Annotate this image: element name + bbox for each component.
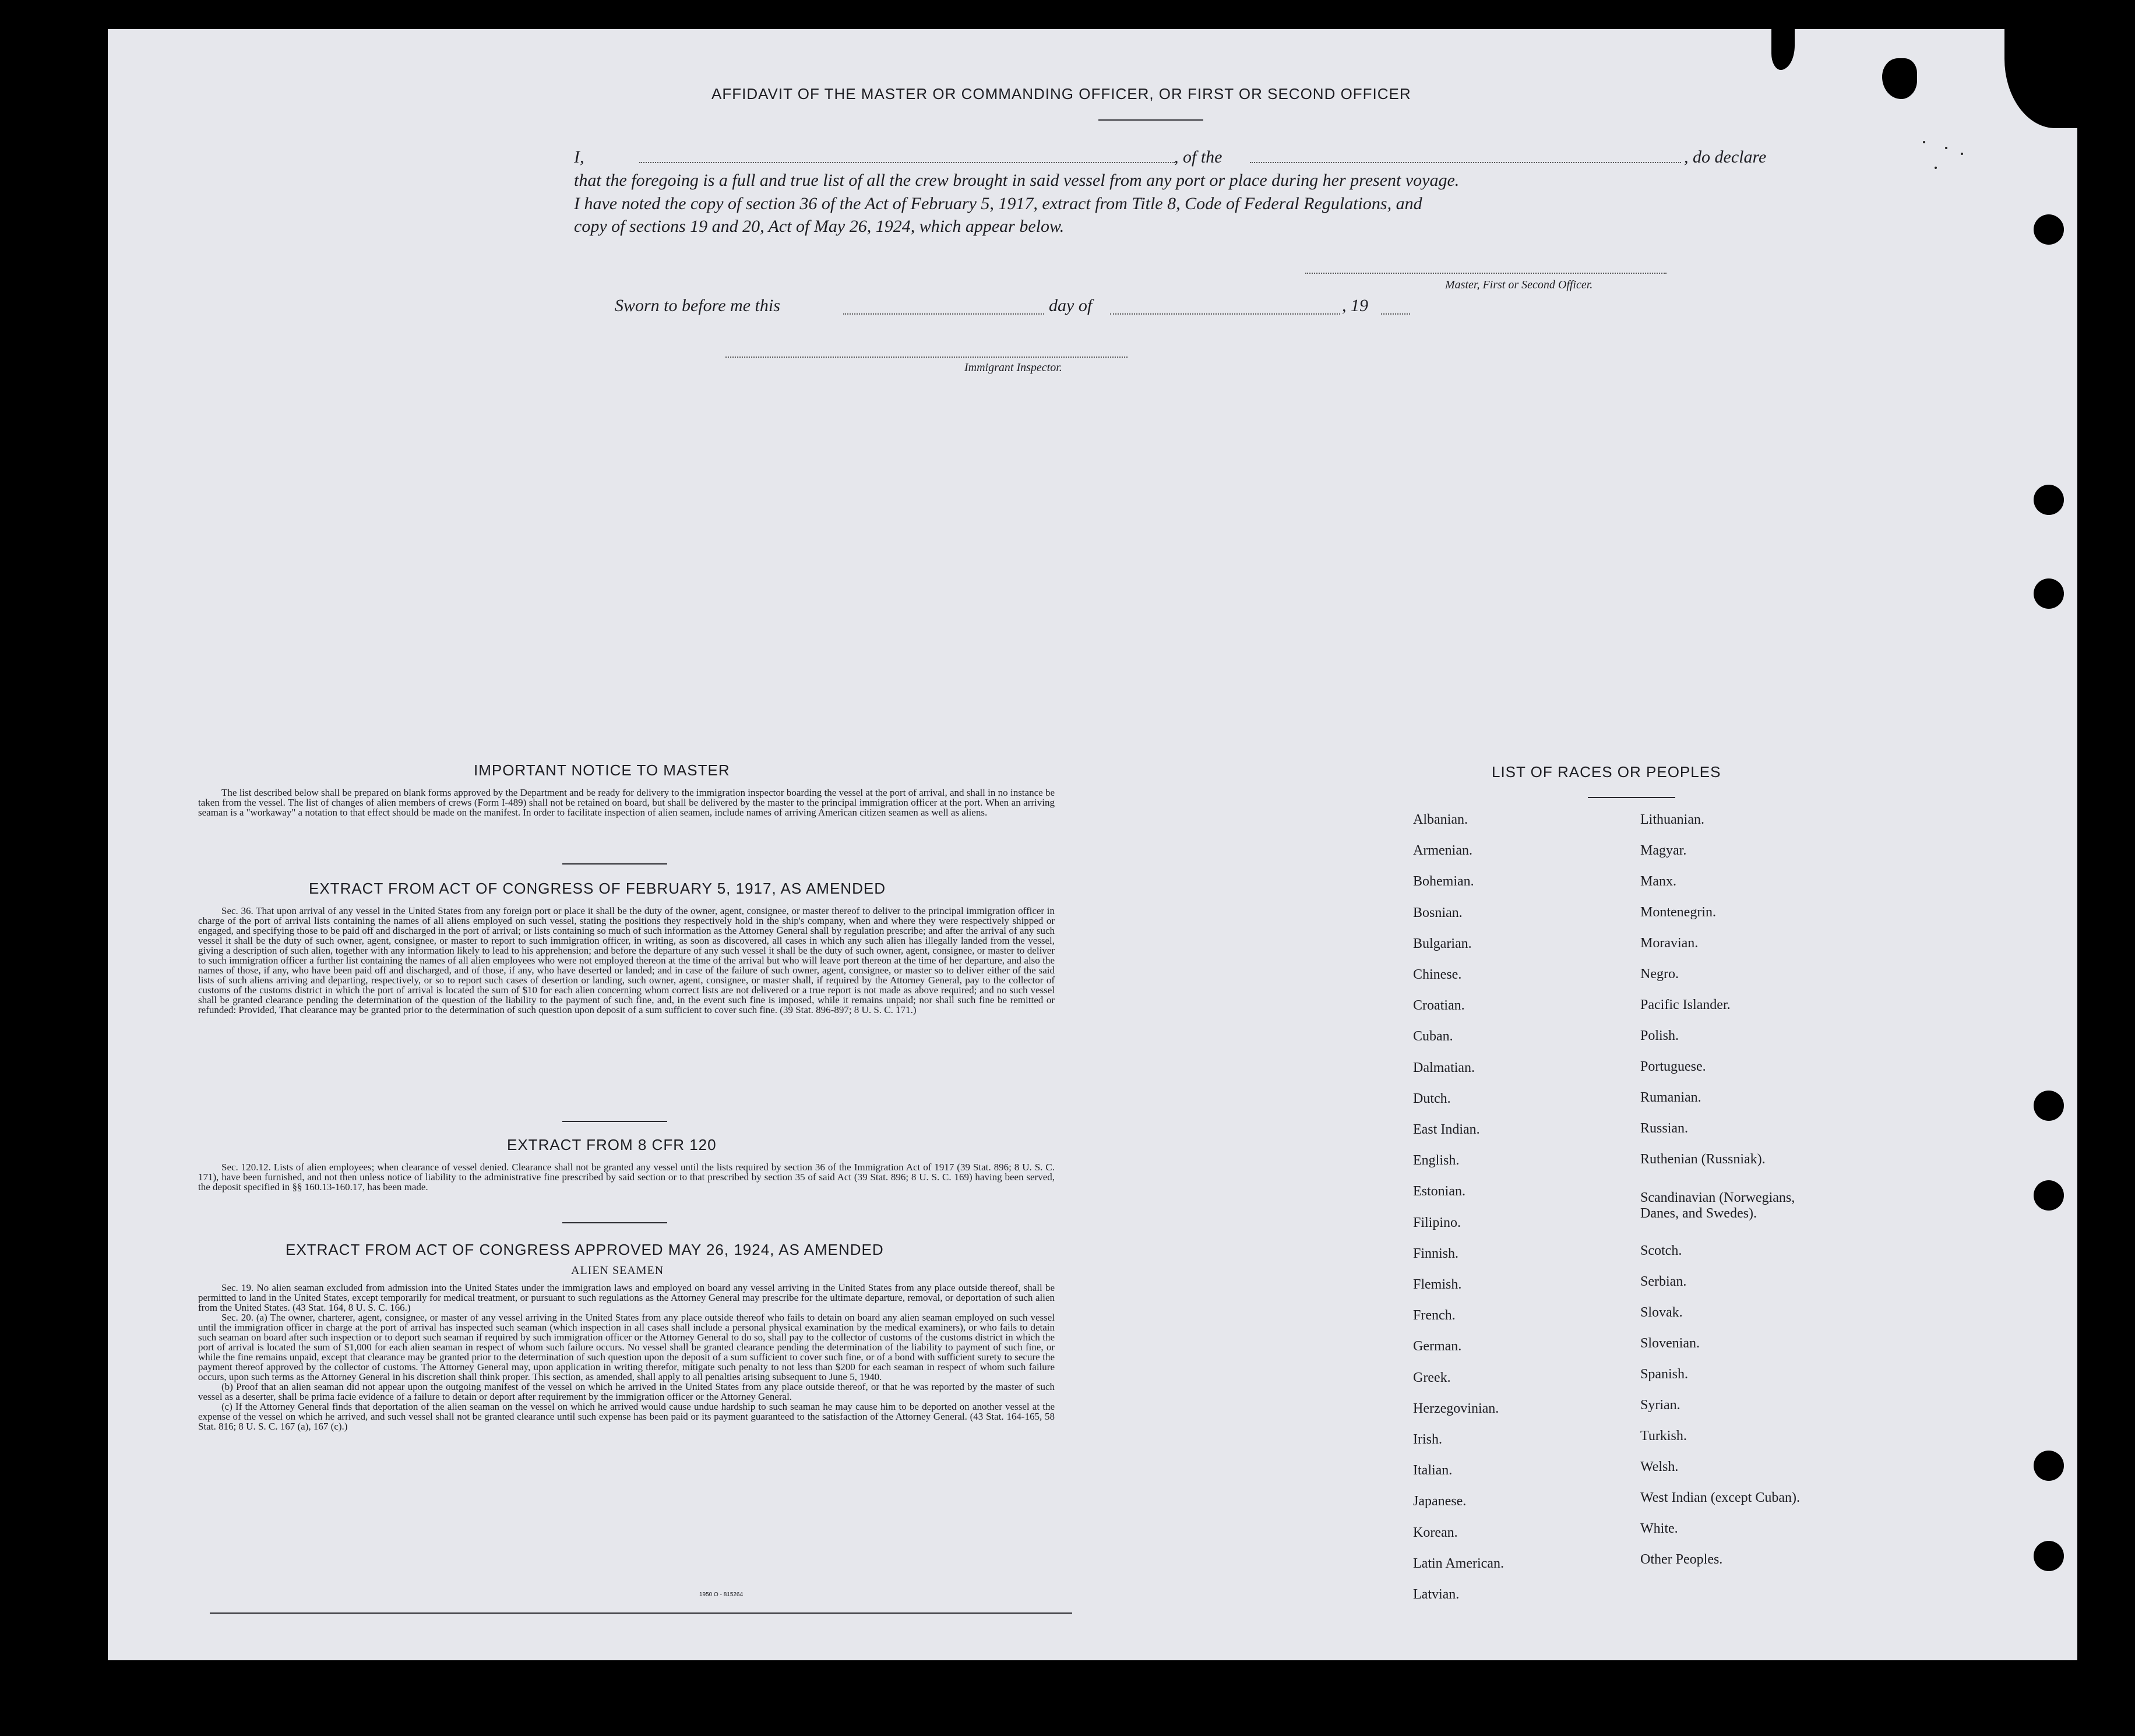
race-item: Montenegrin. [1640, 905, 1716, 920]
notice-text [198, 788, 1055, 817]
race-item: Flemish. [1413, 1277, 1462, 1292]
affidavit-title-rule [1098, 119, 1203, 121]
speck [1923, 141, 1925, 143]
race-item: Dutch. [1413, 1091, 1451, 1106]
day-of-label: day of [1049, 296, 1093, 315]
race-item: Italian. [1413, 1463, 1453, 1479]
cfr-title: EXTRACT FROM 8 CFR 120 [507, 1136, 717, 1153]
race-item: Chinese. [1413, 967, 1462, 982]
sec20a-paragraph: Sec. 20. (a) The owner, charterer, agent, consignee, or master of any vessel arriving in the United States from any place outside thereof who fails to detain on board any alien seaman employed on such vessel until the immigration officer in charge at the port of arrival has inspected such seaman (which inspection in all cases shall include a personal physical examination by the medical examiners), or who fails to detain such seaman on board after such inspection or to deport such seaman if required by such immigration officer or the Attorney General to do so, shall pay to the collector of customs of the customs district in which the port of arrival is located the sum of $1,000 for each alien seaman in respect of whom such failure occurs. No vessel shall be granted clearance pending the determination of the liability to payment of such fine, or while the fine remains unpaid, except that clearance may be granted prior to the determination of such question upon the deposit of a sum sufficient to cover such fine, or of a bond with sufficient surety to secure the payment thereof approved by the collector of customs. The Attorney General may, upon application in writing therefor, mitigate such penalty to not less than $200 for each seaman in respect of whom such failure occurs, upon such terms as the Attorney General in his discretion shall think proper. This section, as amended, shall apply to all penalties arising subsequent to June 5, 1940. [198, 1312, 1055, 1382]
notice-rule [562, 863, 667, 865]
year-prefix: , 19 [1342, 296, 1368, 315]
race-item: Rumanian. [1640, 1090, 1701, 1105]
notice-title: IMPORTANT NOTICE TO MASTER [474, 761, 730, 779]
vessel-blank[interactable] [1250, 162, 1681, 163]
sec20c-paragraph: (c) If the Attorney General finds that deportation of the alien seaman on the vessel on which he arrived would cause undue hardship to such seaman he may cause him to be deported on another vessel at the expense of the vessel on which he arrived, and such vessel shall not be granted clearance until such expense has been paid or its payment guaranteed to the satisfaction of the Attorney General. (43 Stat. 164-165, 58 Stat. 816; 8 U. S. C. 167 (a), 167 (c).) [198, 1401, 1055, 1432]
race-item: Irish. [1413, 1432, 1442, 1447]
speck [1945, 147, 1947, 149]
binder-hole [2034, 1180, 2064, 1211]
race-item: Portuguese. [1640, 1059, 1706, 1074]
extract-1917-text [198, 906, 1055, 1015]
bottom-rule [210, 1612, 1072, 1614]
form-page [108, 29, 2077, 1660]
alien-seamen-subtitle: ALIEN SEAMEN [571, 1264, 664, 1277]
affidavit-line-3: I have noted the copy of section 36 of the Act of February 5, 1917, extract from Title 8, Code of Federal Regulations, and [574, 194, 1422, 213]
race-item: Negro. [1640, 966, 1679, 982]
race-item: Bohemian. [1413, 874, 1474, 890]
speck [1935, 167, 1937, 169]
race-item: Manx. [1640, 874, 1676, 889]
race-item: Turkish. [1640, 1428, 1687, 1444]
race-item: Syrian. [1640, 1398, 1680, 1413]
race-item: German. [1413, 1339, 1462, 1354]
affidavit-of-the: , of the [1174, 147, 1222, 167]
sec120-paragraph: Sec. 120.12. Lists of alien employees; when clearance of vessel denied. Clearance shall not be granted any vessel until the lists required by section 36 of the Immigration Act of 1917 (39 Stat. 896; 8 U. S. C. 171), have been furnished, and not then unless notice of liability to the administrative fine prescribed by said section or to that prescribed by section 35 of said Act (39 Stat. 896; 8 U. S. C. 169) having been served, the deposit specified in §§ 160.13-160.17, has been made. [198, 1162, 1055, 1192]
sworn-month-blank[interactable] [1110, 313, 1340, 315]
races-title-rule [1588, 797, 1675, 798]
race-item: White. [1640, 1521, 1678, 1536]
binder-hole [2034, 214, 2064, 245]
extract-1924-title: EXTRACT FROM ACT OF CONGRESS APPROVED MAY 26, 1924, AS AMENDED [286, 1241, 884, 1258]
inspector-signature-line[interactable] [725, 357, 1128, 358]
race-item: Magyar. [1640, 843, 1687, 858]
race-item: Bosnian. [1413, 905, 1463, 920]
race-item: Bulgarian. [1413, 936, 1472, 951]
race-item: English. [1413, 1153, 1460, 1169]
race-item: Japanese. [1413, 1494, 1467, 1509]
speck [1961, 153, 1963, 155]
affidavit-declare: , do declare [1684, 147, 1767, 167]
race-item: Latvian. [1413, 1587, 1460, 1602]
race-item: Slovak. [1640, 1305, 1683, 1320]
race-item: Korean. [1413, 1525, 1458, 1540]
master-signature-line[interactable] [1305, 273, 1667, 274]
race-item: Filipino. [1413, 1215, 1461, 1230]
race-item: Serbian. [1640, 1274, 1687, 1289]
affidavit-line-i: I, [574, 147, 584, 167]
binder-hole [2034, 578, 2064, 609]
sec36-paragraph: Sec. 36. That upon arrival of any vessel in the United States from any foreign port or place it shall be the duty of the owner, agent, consignee, or master thereof to deliver to the principal immigration officer in charge of the port of arrival lists containing the names of all aliens employed on such vessel, stating the positions they respectively hold in the ship's company, when and where they were respectively shipped or engaged, and specifying those to be paid off and discharged in the port of arrival; or lists containing so much of such information as the Attorney General shall by regulation prescribe; and after the arrival of any such vessel it shall be the duty of such owner, agent, consignee, or master to report to such immigration officer, in writing, as soon as discovered, all cases in which any such alien has illegally landed from the vessel, giving a description of such alien, together with any information likely to lead to his apprehension; and before the departure of any such vessel it shall be the duty of such owner, agent, consignee, or master to deliver to such immigration officer a further list containing the names of all alien employees who were not employed thereon at the time of the arrival but who will leave port thereon at the time of her departure, and also the names of those, if any, who have been paid off and discharged, and of those, if any, who have deserted or landed; and in case of the failure of such owner, agent, consignee, or master so to deliver either of the said lists of such aliens arriving and departing, respectively, or so to report such cases of desertion or landing, such owner, agent, consignee, or master shall, if required by the Attorney General, pay to the collector of customs of the customs district in which the port of arrival is located the sum of $10 for each alien concerning whom correct lists are not delivered or a true report is not made as above required; and no such vessel shall be granted clearance pending the determination of the question of the liability to the payment of such fine, and, in the event such fine is imposed, while it remains unpaid; nor shall such fine be remitted or refunded: Provided, That clearance may be granted prior to the determination of such question upon deposit of a sum sufficient to cover such fine. (39 Stat. 896-897; 8 U. S. C. 171.) [198, 905, 1055, 1015]
notice-paragraph: The list described below shall be prepared on blank forms approved by the Department and be ready for delivery to the immigration inspector boarding the vessel at the port of arrival, and shall in no instance be taken from the vessel. The list of changes of alien members of crews (Form I-489) shall not be retained on board, but shall be delivered by the master to the principal immigration officer at the port. When an arriving seaman is a "workaway" a notation to that effect should be made on the manifest. In order to facilitate inspection of alien seamen, include names of arriving American citizen seamen as well as aliens. [198, 787, 1055, 818]
extract-1917-title: EXTRACT FROM ACT OF CONGRESS OF FEBRUARY 5, 1917, AS AMENDED [309, 880, 886, 897]
race-item: Estonian. [1413, 1184, 1465, 1199]
race-item: Pacific Islander. [1640, 997, 1731, 1012]
race-item: Moravian. [1640, 936, 1699, 951]
race-item: Spanish. [1640, 1367, 1689, 1382]
extract-1924-text [198, 1283, 1055, 1431]
race-item: Cuban. [1413, 1029, 1453, 1045]
race-item: Greek. [1413, 1370, 1451, 1385]
binder-hole [2034, 485, 2064, 515]
race-item: Latin American. [1413, 1555, 1504, 1571]
master-caption: Master, First or Second Officer. [1445, 278, 1593, 291]
race-item: Other Peoples. [1640, 1552, 1723, 1567]
name-blank[interactable] [639, 162, 1175, 163]
sworn-day-blank[interactable] [843, 313, 1044, 315]
race-item: French. [1413, 1308, 1456, 1324]
race-item: Croatian. [1413, 998, 1465, 1014]
race-item: East Indian. [1413, 1122, 1480, 1137]
print-code: 1950 O - 815264 [699, 1592, 744, 1598]
race-item: Scotch. [1640, 1243, 1682, 1258]
binder-hole [2034, 1091, 2064, 1121]
race-item: Albanian. [1413, 812, 1468, 827]
affidavit-title: AFFIDAVIT OF THE MASTER OR COMMANDING OFFICER, OR FIRST OR SECOND OFFICER [711, 85, 1411, 103]
cfr-text [198, 1162, 1055, 1192]
race-item: Scandinavian (Norwegians, [1640, 1190, 1795, 1205]
races-title: LIST OF RACES OR PEOPLES [1492, 763, 1721, 781]
race-item: Lithuanian. [1640, 812, 1704, 827]
sworn-label: Sworn to before me this [615, 296, 780, 315]
race-item: Armenian. [1413, 843, 1472, 859]
sec20b-paragraph: (b) Proof that an alien seaman did not appear upon the outgoing manifest of the vessel on which he arrived in the United States from any place outside thereof, or that he was reported by the master of such vessel as a deserter, shall be prima facie evidence of a failure to detain or deport after requirement by the immigration officer or the Attorney General. [198, 1381, 1055, 1402]
affidavit-line-2: that the foregoing is a full and true list of all the crew brought in said vessel from any port or place during her present voyage. [574, 171, 1460, 190]
affidavit-line-4: copy of sections 19 and 20, Act of May 26, 1924, which appear below. [574, 217, 1065, 236]
extract-1917-rule [562, 1121, 667, 1122]
inspector-caption: Immigrant Inspector. [964, 361, 1062, 374]
race-item: Dalmatian. [1413, 1060, 1475, 1075]
binder-hole [2034, 1451, 2064, 1481]
race-item: Finnish. [1413, 1245, 1459, 1261]
race-item: Herzegovinian. [1413, 1400, 1499, 1416]
cfr-rule [562, 1222, 667, 1223]
sec19-paragraph: Sec. 19. No alien seaman excluded from admission into the United States under the immigration laws and employed on board any vessel arriving in the United States from any place outside thereof, shall be permitted to land in the United States, except temporarily for medical treatment, or pursuant to such regulations as the Attorney General may prescribe for the ultimate departure, removal, or deportation of such alien from the United States. (43 Stat. 164, 8 U. S. C. 166.) [198, 1282, 1055, 1313]
binder-hole [2034, 1541, 2064, 1571]
race-item: Polish. [1640, 1028, 1679, 1043]
race-item: West Indian (except Cuban). [1640, 1490, 1800, 1505]
race-item: Russian. [1640, 1121, 1689, 1136]
race-item: Danes, and Swedes). [1640, 1206, 1757, 1221]
race-item: Welsh. [1640, 1459, 1679, 1474]
race-item: Ruthenian (Russniak). [1640, 1152, 1766, 1167]
sworn-year-blank[interactable] [1381, 313, 1410, 315]
race-item: Slovenian. [1640, 1336, 1700, 1351]
